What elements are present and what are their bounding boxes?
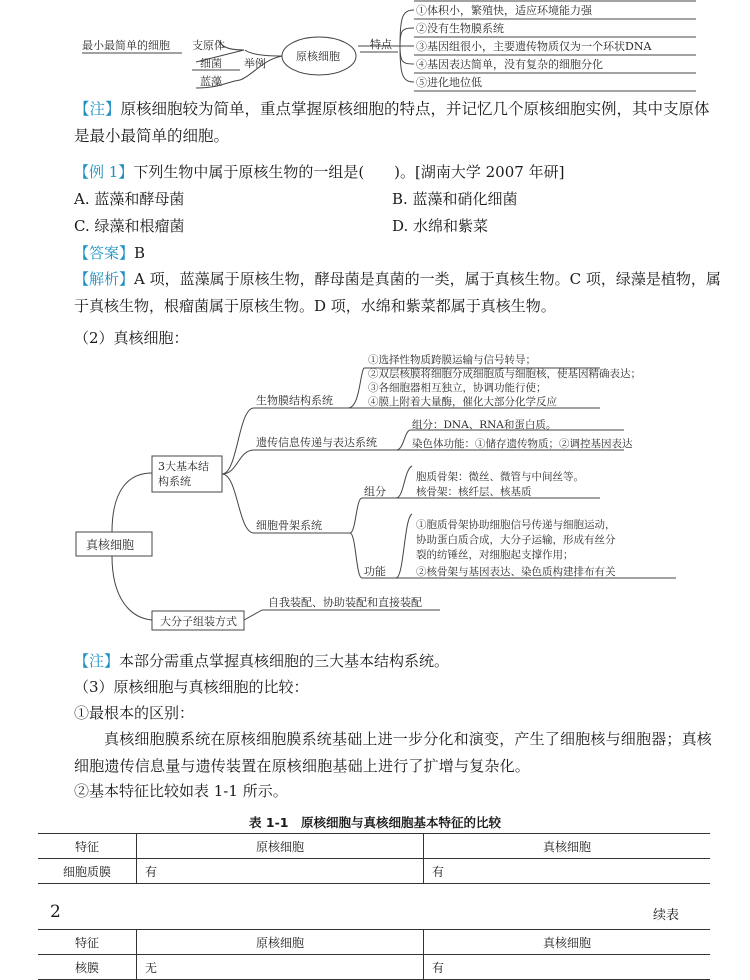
genetic-system-label: 遗传信息传递与表达系统 [256, 436, 377, 449]
table-header-cell: 真核细胞 [424, 930, 711, 955]
prokaryote-center-label: 原核细胞 [296, 50, 340, 63]
genetic-point: 染色体功能：①储存遗传物质；②调控基因表达 [412, 438, 633, 450]
option-a: A. 蓝藻和酵母菌 [74, 190, 185, 208]
answer-value: B [134, 244, 146, 262]
genetic-point: 组分：DNA、RNA和蛋白质。 [412, 419, 557, 431]
question-text: 下列生物中属于原核生物的一组是( )。[湖南大学 2007 年研] [133, 163, 565, 181]
table-cell: 无 [137, 955, 424, 980]
mycoplasma-note: 最小最简单的细胞 [82, 39, 170, 52]
answer-tag: 【答案】 [74, 244, 135, 262]
note-1 [74, 96, 722, 150]
prokaryote-mind-map [0, 0, 750, 95]
function-item: ②核骨架与基因表达、染色质构建排布有关 [416, 566, 616, 578]
analysis-text: A 项，蓝藻属于原核生物，酵母菌是真菌的一类，属于真核生物。C 项，绿藻是植物，属于真核生物，根瘤菌属于原核生物。D 项，水绵和紫菜都属于真核生物。 [74, 270, 721, 315]
note-text: 原核细胞较为简单，重点掌握原核细胞的特点，并记忆几个原核细胞实例，其中支原体是最小最简单的细胞。 [74, 100, 710, 145]
analysis [74, 266, 722, 320]
membrane-point: ③各细胞器相互独立，协调功能行使； [368, 382, 547, 394]
function-item: ①胞质骨架协助细胞信号传递与细胞运动， [416, 519, 616, 531]
note-2 [74, 648, 449, 675]
example-item: 蓝藻 [200, 75, 222, 88]
diff-heading: ①最根本的区别： [74, 704, 195, 722]
compare-heading: （3）原核细胞与真核细胞的比较： [74, 678, 309, 696]
answer [74, 240, 145, 267]
feature-item: ⑤进化地位低 [416, 76, 482, 89]
page-number: 2 [50, 902, 61, 922]
table-row [38, 955, 710, 980]
option-b: B. 蓝藻和硝化细菌 [392, 190, 518, 208]
three-systems-line1: 3大基本结 [158, 460, 209, 473]
table-cell: 细胞质膜 [38, 859, 137, 884]
function-item: 裂的纺锤丝，对细胞起支撑作用； [416, 549, 574, 561]
example-item: 细菌 [200, 57, 222, 70]
table-header-cell: 特征 [38, 834, 137, 859]
composition-item: 胞质骨架：微丝、微管与中间丝等。 [416, 471, 584, 483]
membrane-point: ②双层核膜将细胞分成细胞质与细胞核，使基因精确表达； [368, 368, 641, 380]
three-systems-line2: 构系统 [158, 475, 191, 488]
eukaryote-mind-map [0, 348, 750, 640]
assembly-label: 大分子组装方式 [160, 615, 237, 628]
example-item: 支原体 [192, 39, 225, 52]
function-item: 协助蛋白质合成，大分子运输，形成有丝分 [416, 534, 616, 546]
table-header-cell: 特征 [38, 930, 137, 955]
function-label: 功能 [364, 565, 386, 578]
diff-text: 真核细胞膜系统在原核细胞膜系统基础上进一步分化和演变，产生了细胞核与细胞器；真核细胞遗传信息量与遗传装置在原核细胞基础上进行了扩增与复杂化。 [74, 730, 713, 775]
example-label: 举例 [244, 57, 266, 70]
table-header-cell: 真核细胞 [424, 834, 711, 859]
root-label: 真核细胞 [86, 538, 135, 552]
membrane-system-label: 生物膜结构系统 [256, 394, 333, 407]
table-header-row [38, 930, 710, 955]
membrane-point: ①选择性物质跨膜运输与信号转导； [368, 354, 536, 366]
example-question [74, 159, 564, 186]
note-tag: 【注】 [74, 652, 120, 670]
note-text: 本部分需重点掌握真核细胞的三大基本结构系统。 [119, 652, 450, 670]
table-cell: 有 [137, 859, 424, 884]
table-header-row [38, 834, 710, 859]
table-caption: 表 1-1 原核细胞与真核细胞基本特征的比较 [249, 815, 501, 830]
analysis-tag: 【解析】 [74, 270, 135, 288]
comparison-table [38, 833, 710, 884]
table-header-cell: 原核细胞 [137, 930, 424, 955]
option-d: D. 水绵和紫菜 [392, 217, 489, 235]
comparison-table-continued [38, 929, 710, 980]
feature-item: ①体积小，繁殖快，适应环境能力强 [416, 4, 592, 17]
table-cell: 有 [424, 859, 711, 884]
composition-item: 核骨架：核纤层、核基质 [416, 486, 532, 498]
feature-label: 特点 [370, 38, 392, 51]
basic-heading: ②基本特征比较如表 1-1 所示。 [74, 782, 288, 800]
eukaryote-heading: （2）真核细胞： [74, 329, 189, 347]
membrane-point: ④膜上附着大量酶，催化大部分化学反应 [368, 396, 557, 408]
table-header-cell: 原核细胞 [137, 834, 424, 859]
continued-label: 续表 [653, 908, 680, 923]
cytoskeleton-label: 细胞骨架系统 [256, 519, 322, 532]
note-tag: 【注】 [74, 100, 121, 118]
feature-item: ④基因表达简单，没有复杂的细胞分化 [416, 58, 603, 71]
assembly-text: 自我装配、协助装配和直接装配 [268, 596, 422, 609]
option-c: C. 绿藻和根瘤菌 [74, 217, 185, 235]
table-row [38, 859, 710, 884]
table-cell: 有 [424, 955, 711, 980]
feature-item: ②没有生物膜系统 [416, 22, 504, 35]
table-cell: 核膜 [38, 955, 137, 980]
feature-item: ③基因组很小，主要遗传物质仅为一个环状DNA [416, 40, 652, 53]
example-tag: 【例 1】 [74, 163, 134, 181]
composition-label: 组分 [364, 485, 386, 498]
